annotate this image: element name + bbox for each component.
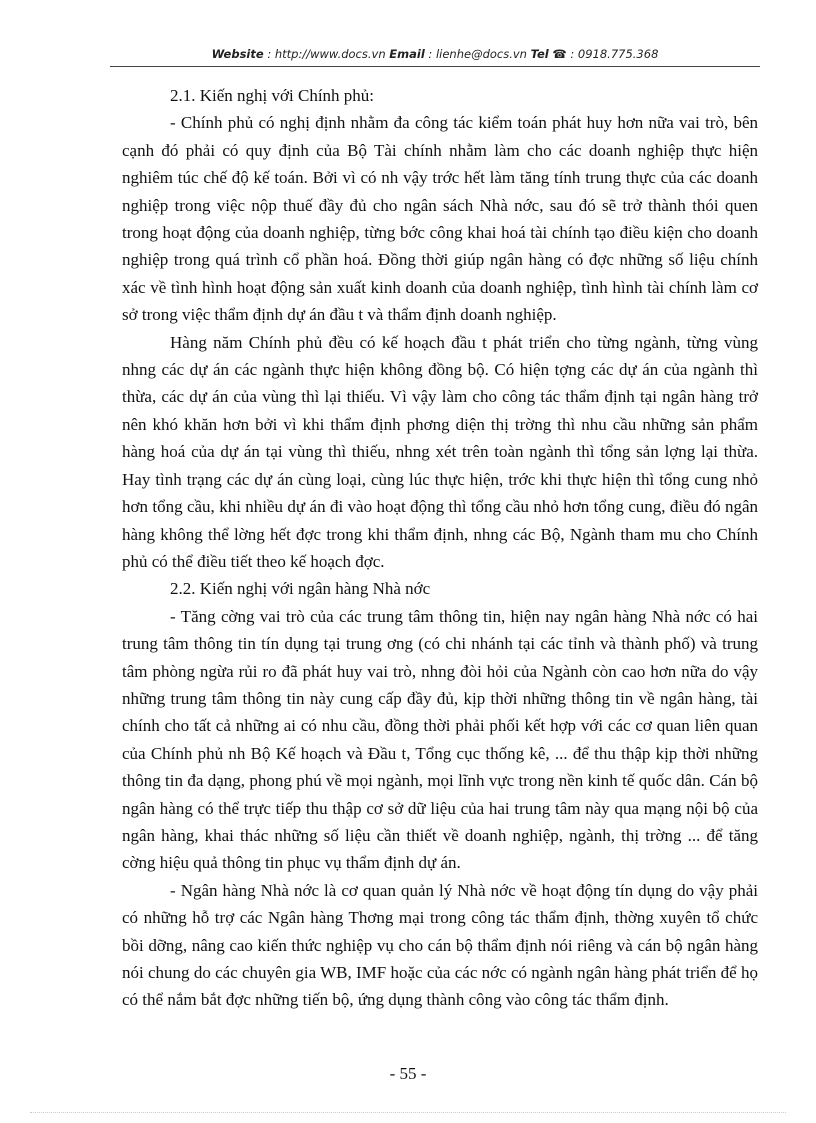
document-body	[122, 82, 758, 1014]
email-value: : lienhe@docs.vn	[424, 47, 531, 61]
email-label: Email	[389, 47, 425, 61]
body-paragraph: - Ngân hàng Nhà nớc là cơ quan quản lý Nhà nớc về hoạt động tín dụng do vậy phải có những hỗ trợ các Ngân hàng Thơng mại trong công tác thẩm định, thờng xuyên tổ chức bồi dỡng, nâng cao kiến thức nghiệp vụ cho cán bộ thẩm định nói riêng và cán bộ ngân hàng nói chung do các chuyên gia WB, IMF hoặc của các nớc có ngành ngân hàng phát triển để họ có thể nắm bắt đợc những tiến bộ, ứng dụng thành công vào công tác thẩm định.	[122, 880, 758, 1010]
body-paragraph: Hàng năm Chính phủ đều có kế hoạch đầu t phát triển cho từng ngành, từng vùng nhng các dự án các ngành thực hiện không đồng bộ. Có hiện tợng các dự án của ngành thì thừa, các dự án của vùng thì lại thiếu. Vì vậy làm cho công tác thẩm định tại ngân hàng trở nên khó khăn hơn bởi vì khi thẩm định phơng diện thị trờng thì nhu cầu những sản phẩm hàng hoá của dự án tại vùng thì thiếu, nhng xét trên toàn ngành thì tổng sản lợng lại thừa. Hay tình trạng các dự án cùng loại, cùng lúc thực hiện, trớc khi thực hiện thì tổng cung nhỏ hơn tổng cầu, khi nhiều dự án đi vào hoạt động thì tổng cầu nhỏ hơn tổng cung, điều đó ngân hàng không thể lờng hết đợc trong khi thẩm định, nhng các Bộ, Ngành tham mu cho Chính phủ có thể điều tiết theo kế hoạch đợc.	[122, 332, 758, 571]
tel-value: : 0918.775.368	[566, 47, 659, 61]
website-label: Website	[211, 47, 264, 61]
footer-divider	[30, 1112, 786, 1113]
website-value: : http://www.docs.vn	[263, 47, 390, 61]
page-number: - 55 -	[389, 1064, 427, 1083]
page-header	[110, 47, 760, 61]
phone-icon: ☎	[552, 47, 567, 61]
body-paragraph: - Tăng cờng vai trò của các trung tâm thông tin, hiện nay ngân hàng Nhà nớc có hai trung tâm thông tin tín dụng tại trung ơng (có chi nhánh tại các tỉnh và thành phố) và trung tâm phòng ngừa rủi ro đã phát huy vai trò, nhng đòi hỏi của Ngành còn cao hơn nữa do vậy những trung tâm thông tin này cung cấp đầy đủ, kịp thời những thông tin về ngân hàng, tài chính cho tất cả những ai có nhu cầu, đồng thời phải phối kết hợp với các cơ quan liên quan của Chính phủ nh Bộ Kế hoạch và Đầu t, Tổng cục thống kê, ... để thu thập kịp thời những thông tin đa dạng, phong phú về mọi ngành, mọi lĩnh vực trong nền kinh tế quốc dân. Cán bộ ngân hàng có thể trực tiếp thu thập cơ sở dữ liệu của hai trung tâm này qua mạng nội bộ của ngân hàng, khai thác những số liệu cần thiết về doanh nghiệp, ngành, thị trờng ... để tăng cờng hiệu quả thông tin phục vụ thẩm định dự án.	[122, 606, 758, 873]
section-heading-2-1: 2.1. Kiến nghị với Chính phủ:	[170, 86, 375, 105]
body-paragraph: - Chính phủ có nghị định nhằm đa công tác kiểm toán phát huy hơn nữa vai trò, bên cạnh đó phải có quy định của Bộ Tài chính nhằm làm cho các doanh nghiệp thực hiện nghiêm túc chế độ kế toán. Bởi vì có nh vậy trớc hết làm tăng tính trung thực của các doanh nghiệp trong việc nộp thuế đầy đủ cho ngân sách Nhà nớc, sau đó sẽ trở thành thói quen trong hoạt động của doanh nghiệp, từng bớc công khai hoá tài chính tạo điều kiện cho doanh nghiệp trong quá trình cổ phần hoá. Đồng thời giúp ngân hàng có đợc những số liệu chính xác về tình hình hoạt động sản xuất kinh doanh của doanh nghiệp, tình hình tài chính làm cơ sở trong việc thẩm định dự án đầu t và thẩm định doanh nghiệp.	[122, 113, 758, 325]
tel-label: Tel	[530, 47, 549, 61]
section-heading-2-2: 2.2. Kiến nghị với ngân hàng Nhà nớc	[170, 579, 431, 599]
header-divider	[110, 66, 760, 67]
